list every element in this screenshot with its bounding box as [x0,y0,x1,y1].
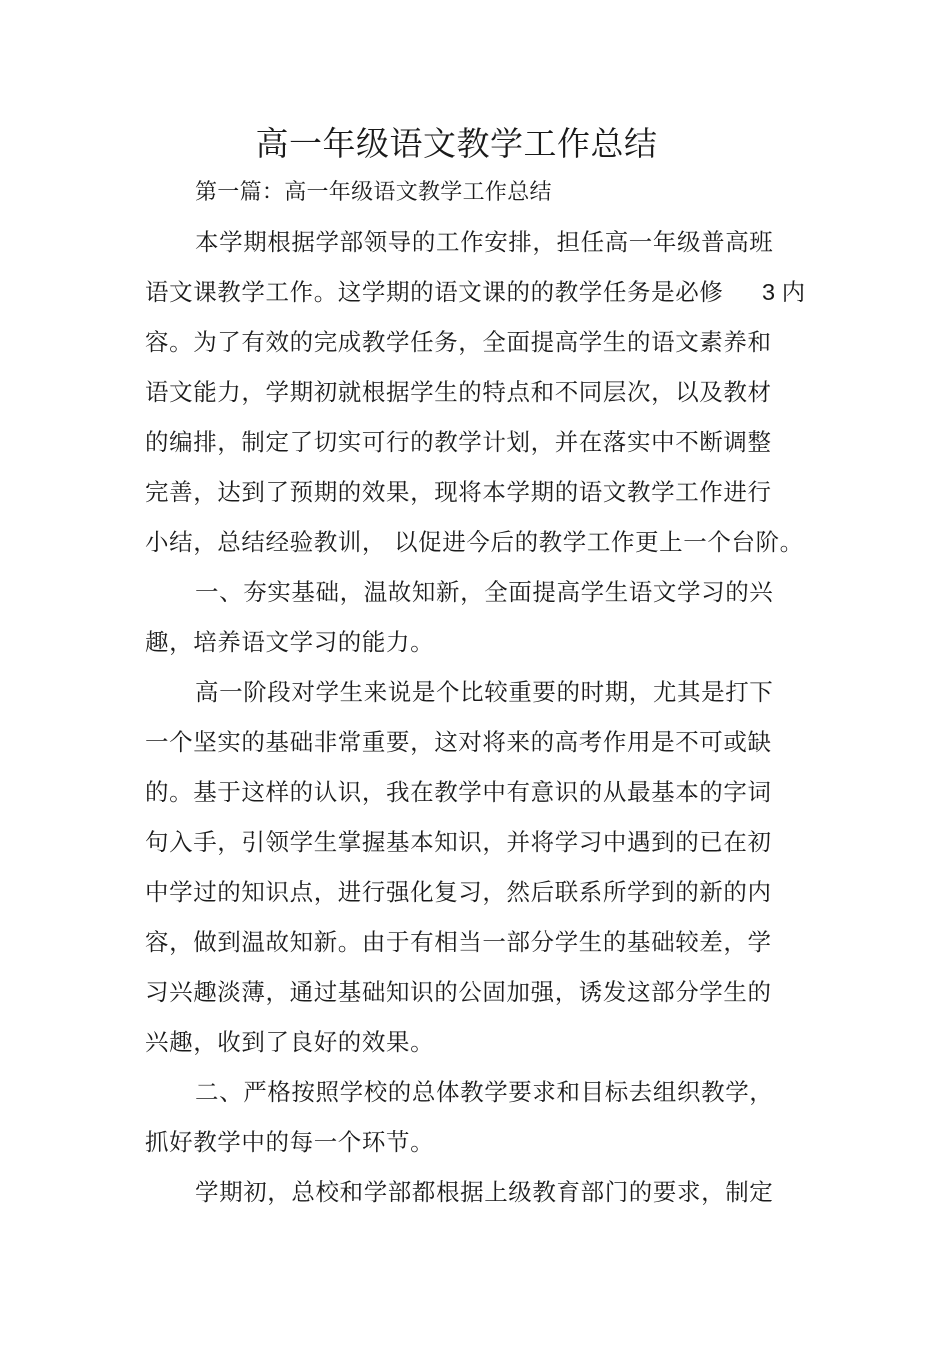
paragraph-line: 高一阶段对学生来说是个比较重要的时期，尤其是打下 [195,678,774,706]
paragraph-line: 的。基于这样的认识，我在教学中有意识的从最基本的字词 [145,778,772,806]
document-title: 高一年级语文教学工作总结 [255,124,658,163]
section-heading-line: 一、夯实基础，温故知新，全面提高学生语文学习的兴 [195,578,774,606]
paragraph-line: 一个坚实的基础非常重要，这对将来的高考作用是不可或缺 [145,728,772,756]
document-subtitle: 第一篇：高一年级语文教学工作总结 [195,180,552,205]
paragraph-line: 语文课教学工作。这学期的语文课的的教学任务是必修 [145,278,724,306]
section-heading-line: 抓好教学中的每一个环节。 [145,1128,435,1156]
paragraph-line: 中学过的知识点，进行强化复习，然后联系所学到的新的内 [145,878,772,906]
paragraph-line: 学期初，总校和学部都根据上级教育部门的要求，制定 [195,1178,774,1206]
paragraph-line: 的编排，制定了切实可行的教学计划，并在落实中不断调整 [145,428,772,456]
paragraph-line: 容。为了有效的完成教学任务，全面提高学生的语文素养和 [145,328,772,356]
paragraph-line: 习兴趣淡薄，通过基础知识的公固加强，诱发这部分学生的 [145,978,772,1006]
paragraph-line: 语文能力，学期初就根据学生的特点和不同层次，以及教材 [145,378,772,406]
paragraph-line: 兴趣，收到了良好的效果。 [145,1028,435,1056]
paragraph-line: 容，做到温故知新。由于有相当一部分学生的基础较差，学 [145,928,772,956]
section-heading-line: 趣，培养语文学习的能力。 [145,628,435,656]
paragraph-line: 句入手，引领学生掌握基本知识，并将学习中遇到的已在初 [145,828,772,856]
section-heading-line: 二、严格按照学校的总体教学要求和目标去组织教学， [195,1078,774,1106]
paragraph-line-tail: 3 内 [762,279,806,305]
paragraph-line: 小结，总结经验教训， 以促进今后的教学工作更上一个台阶。 [145,528,804,556]
paragraph-line: 完善，达到了预期的效果，现将本学期的语文教学工作进行 [145,478,772,506]
paragraph-line: 本学期根据学部领导的工作安排，担任高一年级普高班 [195,228,774,256]
